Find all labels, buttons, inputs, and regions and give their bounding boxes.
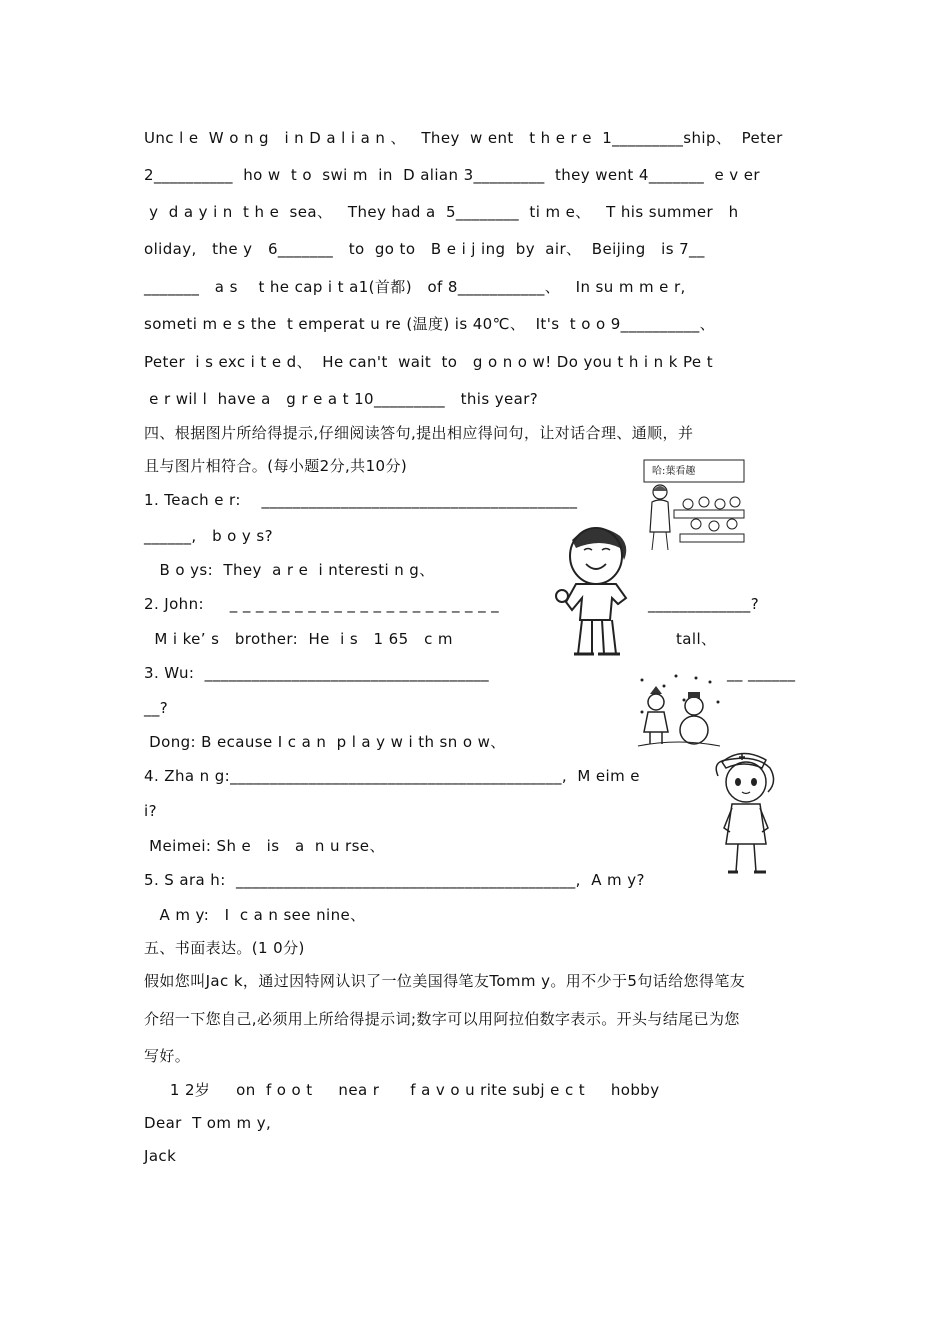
boy-illustration	[552, 520, 636, 660]
keywords-line: 1 2岁 on f o o t nea r f a v o u rite subj e c t hobby	[144, 1081, 660, 1099]
section4-heading-cont: 且与图片相符合。(每小题2分,共10分)	[144, 457, 408, 475]
question-3: 3. Wu: ____________________________________	[144, 664, 490, 682]
passage-line-5: _______ a s t he cap i t a1(首都) of 8___________、 In su m m e r,	[144, 278, 686, 296]
nurse-illustration	[712, 748, 780, 880]
section4-heading: 四、根据图片所给得提示,仔细阅读答句,提出相应得问句，让对话合理、通顺，并	[144, 424, 694, 442]
passage-line-8: e r wil l have a g r e a t 10_________ this year?	[144, 390, 539, 408]
snowman-illustration	[636, 672, 722, 748]
answer-2-end: tall、	[676, 630, 717, 648]
answer-1: B o ys: They a r e i nteresti n g、	[144, 561, 435, 579]
question-1: 1. Teach e r: ________________________________________	[144, 491, 578, 509]
passage-line-6: someti m e s the t emperat u re (温度) is 40℃、 It's t o o 9__________、	[144, 315, 716, 333]
answer-2: M i ke’ s brother: He i s 1 65 c m	[144, 630, 453, 648]
question-5: 5. S ara h: ___________________________________________, A m y?	[144, 871, 645, 889]
answer-3: Dong: B ecause I c a n p l a y w i th sn o w、	[144, 733, 506, 751]
passage-line-2: 2__________ ho w t o swi m in D alian 3_________ they went 4_______ e v er	[144, 166, 760, 184]
blackboard-text: 哈:葉看趣	[652, 466, 696, 477]
question-4-cont: i?	[144, 802, 157, 820]
section5-heading: 五、书面表达。(1 0分)	[144, 939, 305, 957]
answer-4: Meimei: Sh e is a n u rse、	[144, 837, 385, 855]
passage-line-7: Peter i s exc i t e d、 He can't wait to g o n o w! Do you t h i n k Pe t	[144, 353, 713, 371]
section5-prompt-2: 介绍一下您自己,必须用上所给得提示词;数字可以用阿拉伯数字表示。开头与结尾已为您	[144, 1010, 740, 1028]
passage-line-1: Unc l e W o n g i n D a l i a n 、 They w ent t h e r e 1_________ship、 Peter	[144, 129, 783, 147]
question-2-blank: _____________?	[648, 595, 760, 613]
section5-prompt-3: 写好。	[144, 1047, 191, 1065]
answer-5: A m y: I c a n see nine、	[144, 906, 366, 924]
question-2: 2. John: _ _ _ _ _ _ _ _ _ _ _ _ _ _ _ _ _ _ _ _ _	[144, 595, 500, 613]
letter-signature: Jack	[144, 1147, 177, 1165]
passage-line-4: oliday, the y 6_______ to go to B e i j ing by air、 Beijing is 7__	[144, 240, 705, 258]
question-4: 4. Zha n g:__________________________________________, M eim e	[144, 767, 640, 785]
letter-greeting: Dear T om m y,	[144, 1114, 272, 1132]
question-3-cont: __?	[144, 699, 169, 717]
question-3-blank: __ ______	[727, 664, 796, 682]
classroom-illustration	[640, 458, 748, 553]
passage-line-3: y d a y i n t h e sea、 They had a 5________ ti m e、 T his summer h	[144, 203, 739, 221]
question-1-cont: ______, b o y s?	[144, 527, 273, 545]
section5-prompt-1: 假如您叫Jac k，通过因特网认识了一位美国得笔友Tomm y。用不少于5句话给您得笔友	[144, 972, 746, 990]
